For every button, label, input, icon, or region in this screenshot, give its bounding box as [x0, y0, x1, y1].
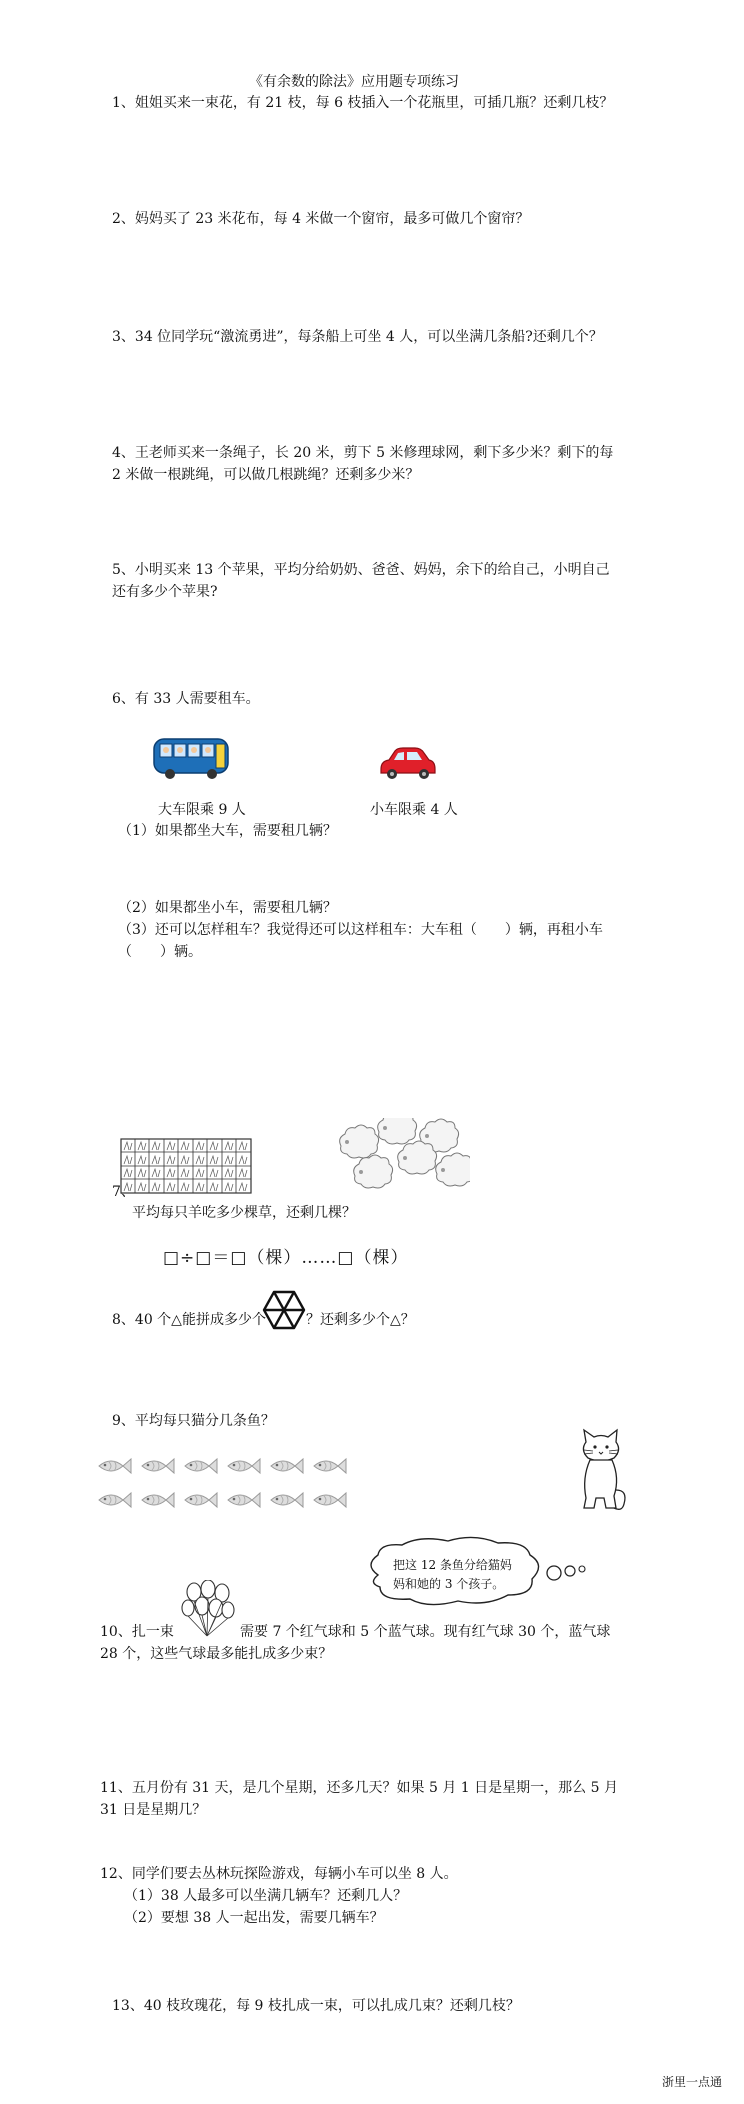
- car-capacity-label: 小车限乘 4 人: [370, 802, 458, 818]
- question-10-start: 10、扎一束: [100, 1624, 174, 1640]
- question-12-stem: 12、同学们要去丛林玩探险游戏，每辆小车可以坐 8 人。: [100, 1866, 458, 1882]
- question-3: 3、34 位同学玩“激流勇进”，每条船上可坐 4 人，可以坐满几条船?还剩几个？: [112, 329, 603, 345]
- question-10-line-2: 28 个，这些气球最多能扎成多少束？: [100, 1646, 333, 1662]
- page-title: 《有余数的除法》应用题专项练习: [249, 74, 459, 90]
- question-6-sub-3-line-2: （ ）辆。: [118, 944, 202, 960]
- speech-bubble-line-1: 把这 12 条鱼分给猫妈: [393, 1558, 512, 1572]
- question-11-line-2: 31 日是星期几？: [100, 1802, 207, 1818]
- question-1: 1、姐姐买来一束花，有 21 枝，每 6 枝插入一个花瓶里，可插几瓶？还剩几枝？: [112, 95, 614, 111]
- question-7-text: 平均每只羊吃多少棵草，还剩几棵？: [132, 1205, 356, 1221]
- speech-bubble-line-2: 妈和她的 3 个孩子。: [393, 1577, 505, 1591]
- footer-watermark: 浙里一点通: [662, 2075, 723, 2089]
- bus-capacity-label: 大车限乘 9 人: [158, 802, 246, 818]
- question-5-line-2: 还有多少个苹果?: [112, 584, 218, 600]
- question-6-sub-1: （1）如果都坐大车，需要租几辆？: [118, 823, 337, 839]
- question-6-sub-3-line-1: （3）还可以怎样租车？我觉得还可以这样租车：大车租（ ）辆，再租小车: [118, 922, 603, 938]
- sheep-group-illustration: [335, 1118, 470, 1198]
- question-6-stem: 6、有 33 人需要租车。: [112, 691, 260, 707]
- question-2: 2、妈妈买了 23 米花布，每 4 米做一个窗帘，最多可做几个窗帘？: [112, 211, 530, 227]
- balloon-bunch-icon: [180, 1580, 236, 1640]
- question-4-line-1: 4、王老师买来一条绳子，长 20 米，剪下 5 米修理球网，剩下多少米？剩下的每: [112, 445, 614, 461]
- question-12-sub-1: （1）38 人最多可以坐满几辆车？还剩几人？: [124, 1888, 408, 1904]
- question-12-sub-2: （2）要想 38 人一起出发，需要几辆车？: [124, 1910, 384, 1926]
- question-7-number: 7、: [112, 1184, 135, 1200]
- question-5-line-1: 5、小明买来 13 个苹果，平均分给奶奶、爸爸、妈妈，余下的给自己，小明自己: [112, 562, 610, 578]
- question-6-sub-2: （2）如果都坐小车，需要租几辆？: [118, 900, 337, 916]
- question-8-before: 8、40 个△能拼成多少个: [112, 1312, 266, 1328]
- question-13: 13、40 枝玫瑰花，每 9 枝扎成一束，可以扎成几束？还剩几枝？: [112, 1998, 520, 2014]
- question-8-after: ？还剩多少个△？: [306, 1312, 415, 1328]
- hexagon-icon: [262, 1289, 306, 1331]
- cat-illustration: [572, 1428, 630, 1514]
- question-9-text: 9、平均每只猫分几条鱼？: [112, 1413, 275, 1429]
- grass-grid-illustration: [120, 1138, 252, 1194]
- bus-illustration: [152, 735, 232, 781]
- fish-group-illustration: [95, 1452, 355, 1518]
- question-4-line-2: 2 米做一根跳绳，可以做几根跳绳？还剩多少米？: [112, 467, 420, 483]
- question-7-formula: □÷□＝□（棵）……□（棵）: [163, 1248, 409, 1268]
- car-illustration: [377, 745, 437, 781]
- question-11-line-1: 11、五月份有 31 天，是几个星期，还多几天？如果 5 月 1 日是星期一，那么 5 月: [100, 1780, 618, 1796]
- question-10-rest: 需要 7 个红气球和 5 个蓝气球。现有红气球 30 个，蓝气球: [240, 1624, 611, 1640]
